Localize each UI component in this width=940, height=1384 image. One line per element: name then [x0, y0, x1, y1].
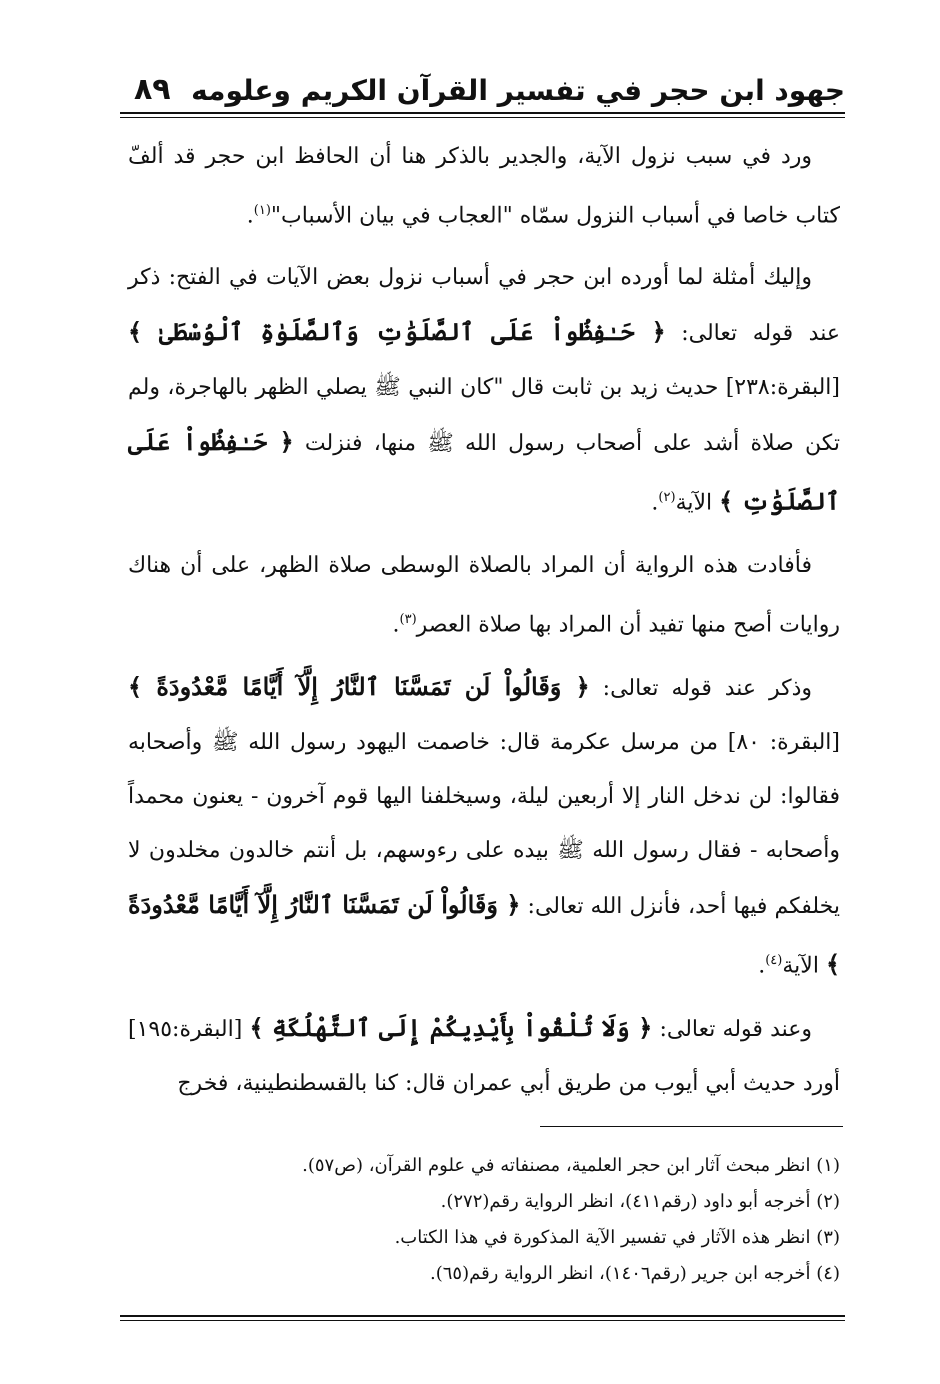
running-title: جهود ابن حجر في تفسير القرآن الكريم وعلومه — [191, 74, 845, 107]
text: [البقرة:١٩٥] أورد حديث أبي أيوب من طريق أبي عمران قال: كنا بالقسطنطينية، فخرج — [128, 1017, 840, 1097]
paragraph-5 — [128, 1001, 840, 1111]
text: . — [392, 611, 400, 637]
footnote-1: (١) انظر مبحث آثار ابن حجر العلمية، مصنفاته في علوم القرآن، (ص٥٧). — [302, 1155, 840, 1176]
footnote-4: (٤) أخرجه ابن جرير (رقم١٤٠٦)، انظر الرواية رقم(٦٥). — [429, 1263, 840, 1284]
footnote-separator — [540, 1126, 843, 1127]
main-text — [128, 130, 840, 1119]
text: . — [246, 203, 254, 229]
text: الآية — [675, 490, 713, 516]
text: وذكر عند قوله تعالى: — [602, 675, 812, 701]
footer-rule — [120, 1315, 845, 1317]
header-rule-thin — [120, 117, 845, 118]
text: وإليك أمثلة لما أورده ابن حجر في أسباب نزول بعض الآيات في الفتح: ذكر عند قوله تعالى: — [128, 265, 840, 347]
paragraph-3 — [128, 539, 840, 652]
text: . — [758, 953, 766, 979]
footnote-3: (٣) انظر هذه الآثار في تفسير الآية المذكورة في هذا الكتاب. — [394, 1227, 840, 1248]
paragraph-4 — [128, 660, 840, 993]
text: ورد في سبب نزول الآية، والجدير بالذكر هنا أن الحافظ ابن حجر قد ألفّ كتاب خاصا في أسباب النزول سمّاه "العجاب في بيان الأسباب" — [128, 144, 840, 229]
quran-verse: ﴿ حَـٰفِظُواْ عَلَى ٱلصَّلَوَٰتِ وَٱلصَّلَوٰةِ ٱلْوُسْطَىٰ ﴾ — [128, 317, 666, 347]
text: الآية — [782, 953, 819, 979]
footnote-ref-1[interactable]: (١) — [253, 203, 271, 218]
footnote-ref-3[interactable]: (٣) — [399, 611, 417, 627]
text: وعند قوله تعالى: — [659, 1017, 813, 1043]
text: فأفادت هذه الرواية أن المراد بالصلاة الوسطى صلاة الظهر، على أن هناك روايات أصح منها تفيد أن المراد بها صلاة العصر — [128, 552, 840, 637]
text: [البقرة:٢٣٨] حديث زيد بن ثابت قال "كان النبي ﷺ يصلي الظهر بالهاجرة، ولم تكن صلاة أشد على أصحاب رسول الله ﷺ منها، فنزلت — [128, 375, 840, 457]
page-number: ٨٩ — [134, 72, 171, 107]
paragraph-1 — [128, 130, 840, 243]
footnotes — [128, 1148, 840, 1292]
footnote-ref-4[interactable]: (٤) — [765, 952, 783, 968]
quran-verse: ﴿ وَلَا تُلْقُواْ بِأَيْدِيكُمْ إِلَى ٱلتَّهْلُكَةِ ﴾ — [249, 1013, 653, 1043]
quran-verse: ﴿ وَقَالُواْ لَن تَمَسَّنَا ٱلنَّارُ إِلَّآ أَيَّامًا مَّعْدُودَةً ﴾ — [128, 889, 840, 979]
page-header — [120, 64, 845, 116]
text: [البقرة: ٨٠] من مرسل عكرمة قال: خاصمت اليهود رسول الله ﷺ وأصحابه فقالوا: لن ندخل النار إلا أربعين ليلة، وسيخلفنا اليها قوم آخرون - يعنون محمداً وأصحابه - فقال رسول الله ﷺ بيده على رءوسهم، بل أنتم خالدون مخلدون لا يخلفكم فيها أحد، فأنزل الله تعالى: — [128, 729, 840, 919]
footnote-2: (٢) أخرجه أبو داود (رقم٤١١)، انظر الرواية رقم(٢٧٢). — [440, 1191, 840, 1212]
text: . — [651, 490, 659, 516]
footnote-ref-2[interactable]: (٢) — [658, 490, 676, 506]
paragraph-2 — [128, 251, 840, 530]
header-rule — [120, 112, 845, 114]
quran-verse: ﴿ حَـٰفِظُواْ عَلَى ٱلصَّلَوَٰتِ ﴾ — [128, 427, 840, 516]
footer-rule-thin — [120, 1320, 845, 1321]
quran-verse: ﴿ وَقَالُواْ لَن تَمَسَّنَا ٱلنَّارُ إِلَّآ أَيَّامًا مَّعْدُودَةً ﴾ — [128, 671, 590, 701]
